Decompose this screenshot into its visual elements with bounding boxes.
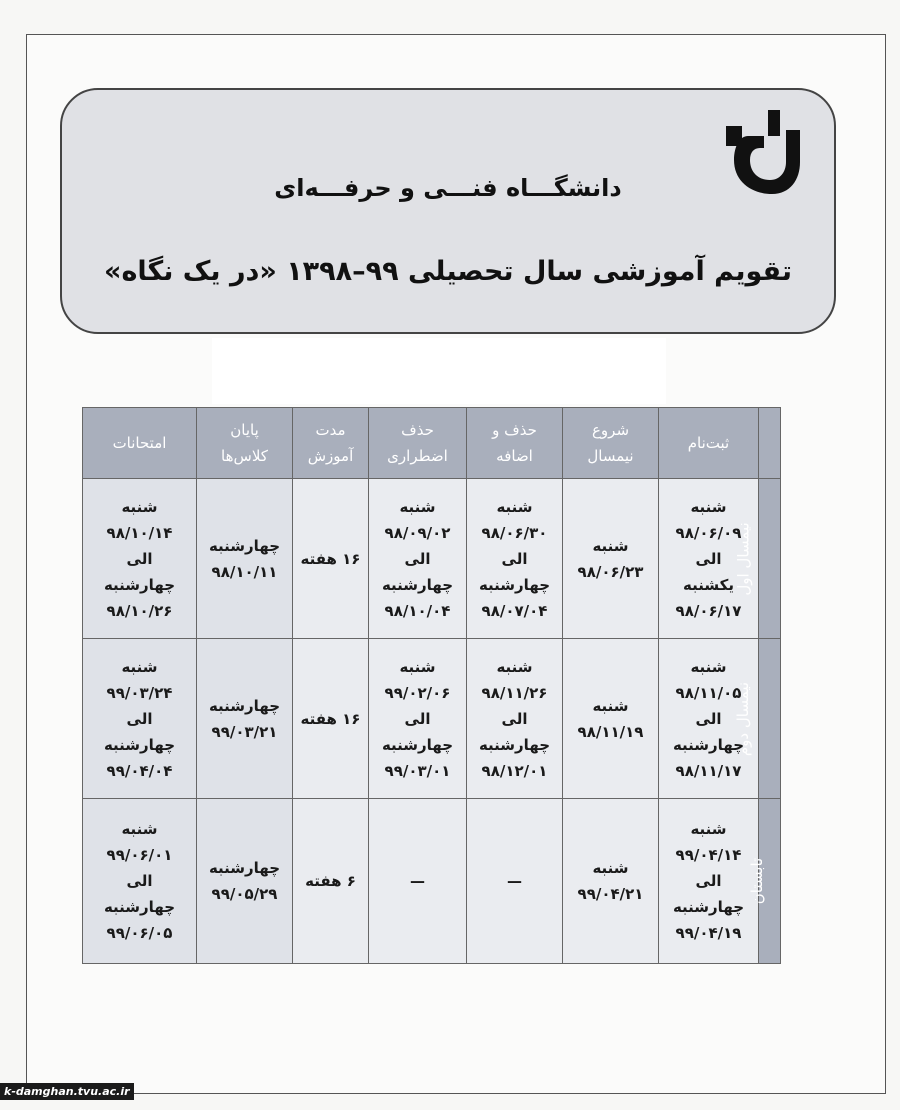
academic-calendar-table: [82, 407, 781, 964]
cell-line: الی: [404, 709, 431, 728]
header-add-drop: حذف و اضافه: [467, 408, 563, 479]
cell-line: ۶ هفته: [305, 872, 356, 890]
cell-line: ۹۸/۱۰/۱۴: [106, 523, 173, 542]
semester-label: نیمسال دوم: [759, 639, 781, 799]
cell-line: ۹۸/۰۷/۰۴: [481, 601, 548, 620]
cell-line: ۹۸/۰۶/۳۰: [481, 523, 548, 542]
cell-exams: [83, 799, 197, 964]
cell-line: شنبه: [690, 820, 727, 838]
cell-line: ۹۸/۱۰/۱۱: [211, 562, 278, 581]
cell-semester-start: [563, 799, 659, 964]
cell-line: الی: [126, 872, 153, 890]
cell-line: چهارشنبه: [672, 735, 745, 754]
cell-duration: [293, 639, 369, 799]
cell-line: ۹۸/۱۰/۲۶: [106, 601, 173, 620]
cell-line: ۹۹/۰۴/۱۴: [675, 846, 742, 864]
cell-line: الی: [126, 549, 153, 568]
cell-line: ۹۹/۰۳/۲۱: [211, 722, 278, 741]
cell-line: الی: [695, 549, 722, 568]
cell-line: چهارشنبه: [208, 536, 281, 555]
cell-line: شنبه: [121, 820, 158, 838]
cell-line: ۹۸/۰۹/۰۲: [384, 523, 451, 542]
cell-add-drop: [467, 479, 563, 639]
cell-line: ۹۸/۱۱/۱۹: [577, 722, 644, 741]
cell-line: ۹۸/۱۱/۱۷: [675, 761, 742, 780]
cell-line: الی: [695, 872, 722, 890]
cell-line: شنبه: [592, 696, 629, 715]
cell-line: شنبه: [121, 657, 158, 676]
cell-line: چهارشنبه: [672, 898, 745, 916]
site-watermark: k-damghan.tvu.ac.ir: [0, 1083, 134, 1100]
cell-line: الی: [501, 709, 528, 728]
cell-line: شنبه: [399, 497, 436, 516]
cell-line: الی: [695, 709, 722, 728]
cell-add-drop: [467, 799, 563, 964]
cell-line: الی: [501, 549, 528, 568]
cell-line: ۹۸/۰۶/۱۷: [675, 601, 742, 620]
cell-semester-start: [563, 639, 659, 799]
cell-line: ۱۶ هفته: [300, 709, 361, 728]
cell-line: شنبه: [399, 657, 436, 676]
header-corner: [759, 408, 781, 479]
cell-duration: [293, 479, 369, 639]
header-semester-start: شروع نیمسال: [563, 408, 659, 479]
cell-line: چهارشنبه: [478, 575, 551, 594]
cell-line: ۹۸/۱۱/۲۶: [481, 683, 548, 702]
cell-line: ۹۹/۰۴/۲۱: [577, 885, 644, 903]
cell-line: شنبه: [592, 859, 629, 877]
cell-line: شنبه: [496, 497, 533, 516]
cell-line: ۹۹/۰۶/۰۵: [106, 924, 173, 942]
cell-exams: [83, 639, 197, 799]
dash-placeholder: —: [507, 872, 522, 890]
cell-line: چهارشنبه: [208, 859, 281, 877]
dash-placeholder: —: [410, 872, 425, 890]
semester-label: تابستان: [759, 799, 781, 964]
cell-line: ۹۹/۰۴/۰۴: [106, 761, 173, 780]
cell-line: چهارشنبه: [103, 898, 176, 916]
header-registration: ثبت‌نام: [659, 408, 759, 479]
cell-line: ۹۹/۰۶/۰۱: [106, 846, 173, 864]
cell-semester-start: [563, 479, 659, 639]
semester-label: نیمسال اول: [759, 479, 781, 639]
header-classes-end: پایان کلاس‌ها: [197, 408, 293, 479]
cell-emergency-drop: [369, 479, 467, 639]
header-panel: [60, 88, 836, 334]
cell-line: الی: [404, 549, 431, 568]
cell-emergency-drop: [369, 639, 467, 799]
cell-line: یکشنبه: [683, 575, 734, 594]
cell-line: ۹۸/۰۶/۰۹: [675, 523, 742, 542]
cell-classes-end: [197, 799, 293, 964]
cell-line: شنبه: [690, 657, 727, 676]
cell-duration: [293, 799, 369, 964]
cell-line: چهارشنبه: [381, 735, 454, 754]
cell-line: چهارشنبه: [381, 575, 454, 594]
cell-line: ۹۸/۰۶/۲۳: [577, 562, 644, 581]
cell-line: ۹۹/۰۵/۲۹: [211, 885, 278, 903]
table-row: [83, 799, 781, 964]
university-name: دانشگـــاه فنـــی و حرفـــه‌ای: [274, 174, 622, 202]
header-exams: امتحانات: [83, 408, 197, 479]
cell-exams: [83, 479, 197, 639]
table-row: [83, 639, 781, 799]
cell-line: چهارشنبه: [478, 735, 551, 754]
cell-line: ۱۶ هفته: [300, 549, 361, 568]
blank-area: [212, 338, 666, 404]
cell-line: شنبه: [690, 497, 727, 516]
cell-line: ۹۸/۱۲/۰۱: [481, 761, 548, 780]
cell-line: شنبه: [121, 497, 158, 516]
cell-line: ۹۸/۱۰/۰۴: [384, 601, 451, 620]
cell-line: ۹۹/۰۲/۰۶: [384, 683, 451, 702]
cell-line: ۹۹/۰۴/۱۹: [675, 924, 742, 942]
cell-classes-end: [197, 479, 293, 639]
cell-classes-end: [197, 639, 293, 799]
cell-line: ۹۹/۰۳/۲۴: [106, 683, 173, 702]
cell-line: چهارشنبه: [103, 735, 176, 754]
table-header-row: [83, 408, 781, 479]
calendar-title: تقویم آموزشی سال تحصیلی ۹۹–۱۳۹۸ «در یک نگاه»: [104, 256, 792, 287]
cell-emergency-drop: [369, 799, 467, 964]
cell-add-drop: [467, 639, 563, 799]
cell-line: ۹۹/۰۳/۰۱: [384, 761, 451, 780]
cell-line: چهارشنبه: [208, 696, 281, 715]
header-emergency-drop: حذف اضطراری: [369, 408, 467, 479]
cell-line: شنبه: [496, 657, 533, 676]
table-row: [83, 479, 781, 639]
cell-line: شنبه: [592, 536, 629, 555]
cell-line: ۹۸/۱۱/۰۵: [675, 683, 742, 702]
cell-line: چهارشنبه: [103, 575, 176, 594]
cell-line: الی: [126, 709, 153, 728]
header-duration: مدت آموزش: [293, 408, 369, 479]
